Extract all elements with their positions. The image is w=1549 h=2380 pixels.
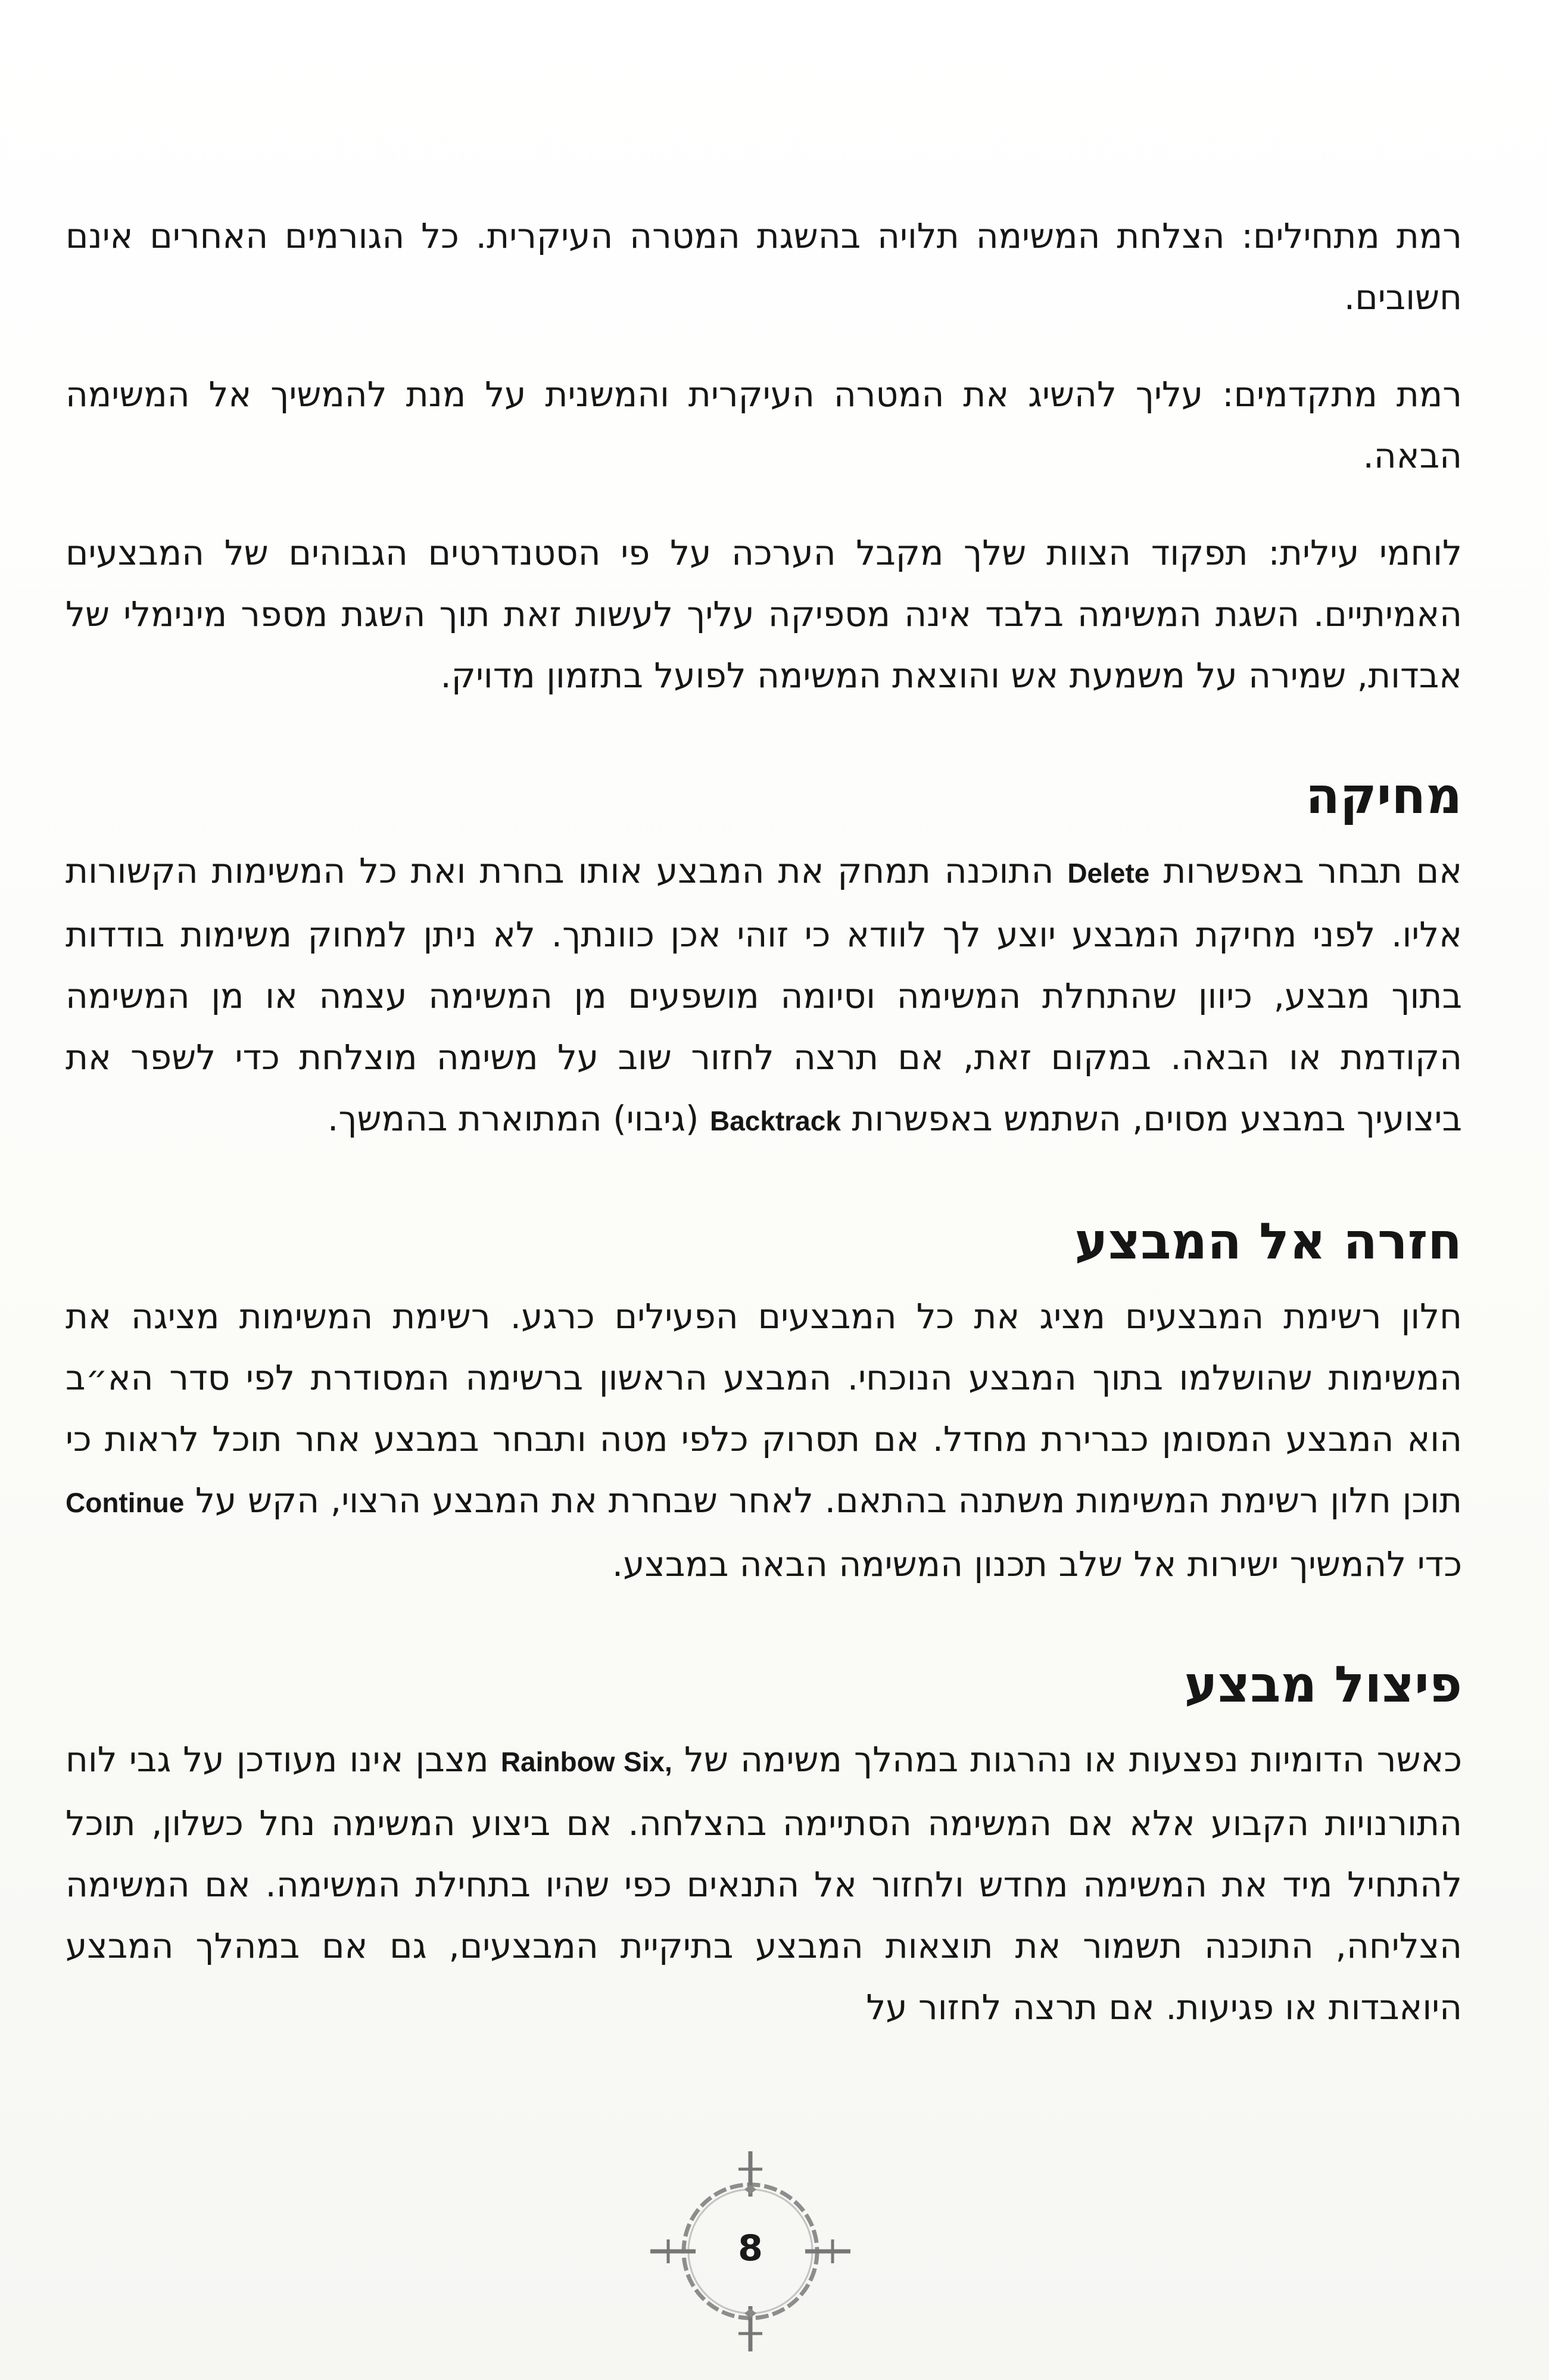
paragraph-delete [66, 840, 1462, 1152]
paragraph-advanced-level: רמת מתקדמים: עליך להשיג את המטרה העיקרית והמשנית על מנת להמשיך אל המשימה הבאה. [66, 374, 1462, 476]
paragraph-campaign-failure [66, 1729, 1462, 2038]
delete-text-1: אם תבחר באפשרות [1149, 851, 1463, 891]
failure-text-1: כאשר הדומיות נפצעות או נהרגות במהלך משימה של [672, 1739, 1463, 1780]
page-footer [625, 2132, 875, 2370]
delete-text-2: התוכנה תמחק את המבצע אותו בחרת ואת כל המשימות הקשורות אליו. לפני מחיקת המבצע יוצע לך לוודא כי זוהי אכן כוונתך. לא ניתן למחוק משימות בודדות בתוך מבצע, כיוון שהתחלת המשימה וסיומה מושפעים מן המשימה עצמה או מן המשימה הקודמת או הבאה. במקום זאת, אם תרצה לחזור שוב על משימה מוצלחת כדי לשפר את ביצועיך במבצע מסוים, השתמש באפשרות [66, 851, 1462, 1139]
backtrack-term: Backtrack [709, 1105, 841, 1136]
page-number: 8 [738, 2228, 763, 2269]
heading-return-to-campaign: חזרה אל המבצע [1074, 1212, 1462, 1270]
heading-campaign-failure: פיצול מבצע [1184, 1655, 1462, 1714]
heading-delete: מחיקה [1305, 767, 1462, 825]
delete-text-3: (גיבוי) המתוארת בהמשך. [327, 1098, 710, 1139]
paragraph-elite-level: לוחמי עילית: תפקוד הצוות שלך מקבל הערכה על פי הסטנדרטים הגבוהים של המבצעים האמיתיים. השגת המשימה בלבד אינה מספיקה עליך לעשות זאת תוך השגת מספר מינימלי של אבדות, שמירה על משמעת אש והוצאת המשימה לפועל בתזמון מדויק. [66, 532, 1462, 696]
page-content [66, 205, 1462, 2074]
continue-term: Continue [66, 1487, 185, 1518]
paragraph-beginner-level: רמת מתחילים: הצלחת המשימה תלויה בהשגת המטרה העיקרית. כל הגורמים האחרים אינם חשובים. [66, 216, 1462, 317]
paragraph-return-to-campaign [66, 1286, 1462, 1595]
return-text-1: חלון רשימת המבצעים מציג את כל המבצעים הפעילים כרגע. רשימת המשימות מציגה את המשימות שהושלמו בתוך המבצע הנוכחי. המבצע הראשון ברשימה המסודרת לפי סדר הא״ב הוא המבצע המסומן כברירת מחדל. אם תסרוק כלפי מטה ותבחר במבצע אחר תוכל לראות כי תוכן חלון רשימת המשימות משתנה בהתאם. לאחר שבחרת את המבצע הרצוי, הקש על [66, 1296, 1462, 1521]
rainbow-six-term: Rainbow Six, [500, 1746, 672, 1777]
failure-text-2: מצבן אינו מעודכן על גבי לוח התורנויות הקבוע אלא אם המשימה הסתיימה בהצלחה. אם ביצוע המשימה נחל כשלון, תוכל להתחיל מיד את המשימה מחדש ולחזור אל התנאים כפי שהיו בתחילת המשימה. אם המשימה הצליחה, התוכנה תשמור את תוצאות המבצע בתיקיית המבצעים, גם אם במהלך המבצע היואבדות או פגיעות. אם תרצה לחזור על [66, 1739, 1462, 2027]
delete-term: Delete [1067, 858, 1150, 889]
return-text-2: כדי להמשיך ישירות אל שלב תכנון המשימה הבאה במבצע. [612, 1544, 1462, 1584]
